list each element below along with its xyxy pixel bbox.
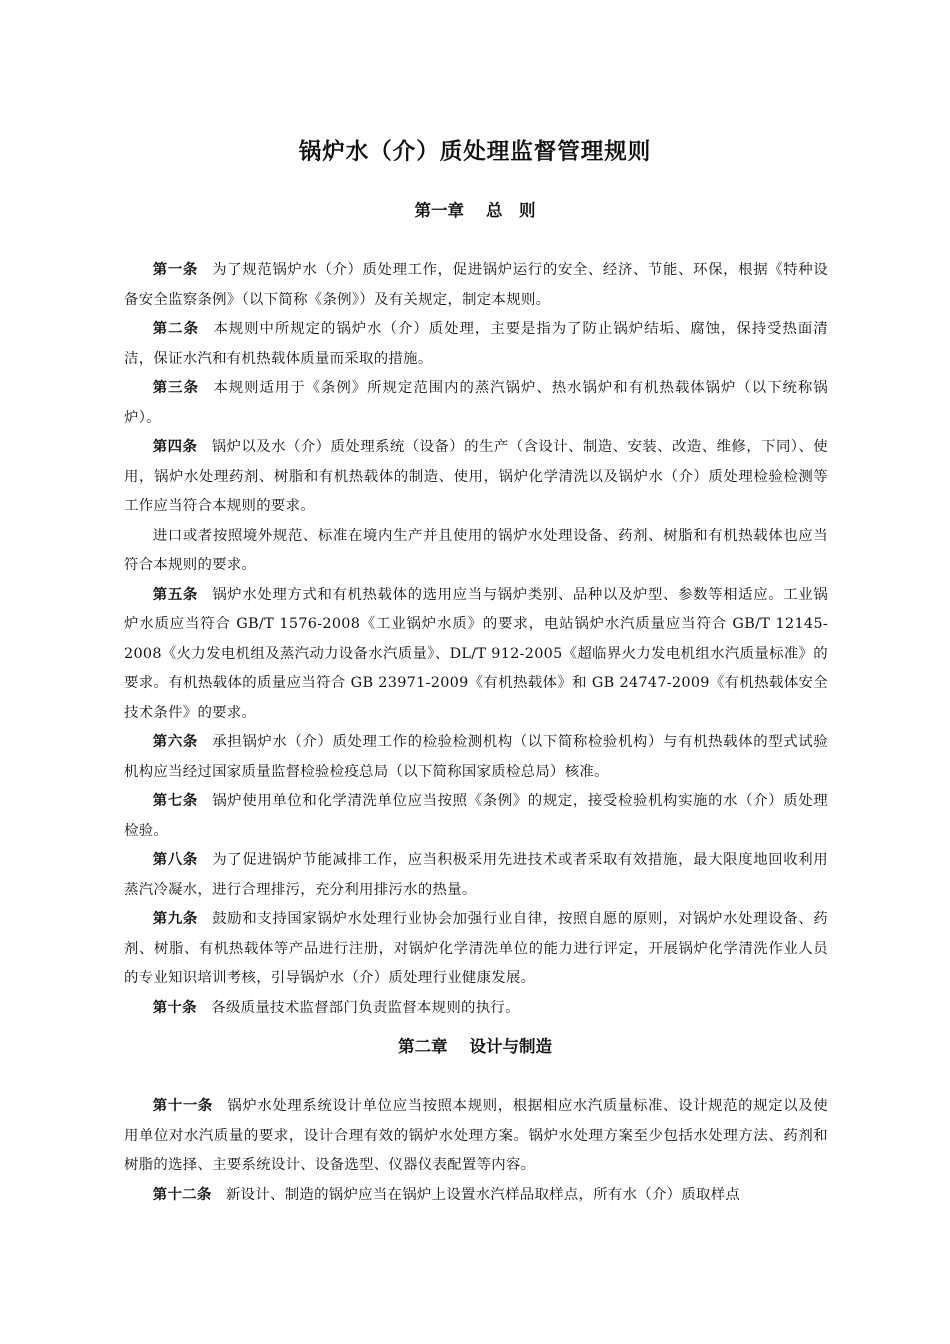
chapter1-body — [124, 256, 828, 1023]
article-number: 第二条 — [152, 321, 199, 337]
article-paragraph — [124, 994, 828, 1024]
article-text: 锅炉水处理方式和有机热载体的选用应当与锅炉类别、品种以及炉型、参数等相适应。工业锅炉水质应当符合 GB/T 1576-2008《工业锅炉水质》的要求，电站锅炉水汽质量应当符合 GB/T 12145-2008《火力发电机组及蒸汽动力设备水汽质量》、DL/T 912-2005《超临界火力发电机组水汽质量标准》的要求。有机热载体的质量应当符合 GB 23971-2009《有机热载体》和 GB 24747-2009《有机热载体安全技术条件》的要求。 — [124, 586, 828, 721]
article-paragraph — [124, 846, 828, 905]
article-text: 承担锅炉水（介）质处理工作的检验检测机构（以下简称检验机构）与有机热载体的型式试验机构应当经过国家质量监督检验检疫总局（以下简称国家质检总局）核准。 — [124, 734, 828, 780]
chapter-number: 第二章 — [398, 1037, 448, 1056]
article-text: 本规则适用于《条例》所规定范围内的蒸汽锅炉、热水锅炉和有机热载体锅炉（以下统称锅炉）。 — [124, 380, 828, 426]
article-number: 第十一条 — [152, 1098, 213, 1114]
article-number: 第十条 — [152, 999, 197, 1016]
article-number: 第四条 — [152, 439, 198, 455]
chapter2-body — [124, 1092, 828, 1210]
article-paragraph — [124, 1092, 828, 1181]
chapter-name: 总 则 — [486, 201, 536, 220]
article-paragraph — [124, 374, 828, 433]
article-text: 为了促进锅炉节能减排工作，应当积极采用先进技术或者采取有效措施，最大限度地回收利用蒸汽冷凝水，进行合理排污，充分利用排污水的热量。 — [124, 852, 828, 898]
chapter-number: 第一章 — [414, 201, 464, 220]
article-number: 第三条 — [152, 380, 199, 396]
chapter-heading — [0, 1032, 950, 1062]
article-paragraph — [124, 315, 828, 374]
article-text: 鼓励和支持国家锅炉水处理行业协会加强行业自律，按照自愿的原则，对锅炉水处理设备、药剂、树脂、有机热载体等产品进行注册，对锅炉化学清洗单位的能力进行评定，开展锅炉化学清洗作业人员的专业知识培训考核，引导锅炉水（介）质处理行业健康发展。 — [124, 911, 828, 986]
article-paragraph — [124, 433, 828, 522]
chapter-heading — [0, 196, 950, 226]
article-number: 第十二条 — [152, 1186, 212, 1203]
article-text: 为了规范锅炉水（介）质处理工作，促进锅炉运行的安全、经济、节能、环保，根据《特种设备安全监察条例》（以下简称《条例》）及有关规定，制定本规则。 — [124, 262, 828, 308]
article-paragraph — [124, 1181, 828, 1211]
article-paragraph — [124, 256, 828, 315]
article-text: 锅炉以及水（介）质处理系统（设备）的生产（含设计、制造、安装、改造、维修，下同）、使用，锅炉水处理药剂、树脂和有机热载体的制造、使用，锅炉化学清洗以及锅炉水（介）质处理检验检测等工作应当符合本规则的要求。 — [124, 439, 828, 514]
article-text: 锅炉使用单位和化学清洗单位应当按照《条例》的规定，接受检验机构实施的水（介）质处理检验。 — [124, 793, 828, 839]
document-title: 锅炉水（介）质处理监督管理规则 — [298, 139, 652, 165]
article-number: 第六条 — [152, 734, 198, 750]
article-text: 各级质量技术监督部门负责监督本规则的执行。 — [211, 999, 520, 1016]
article-number: 第一条 — [152, 262, 198, 278]
chapter-name: 设计与制造 — [469, 1037, 552, 1056]
article-number: 第八条 — [152, 852, 198, 868]
article-text: 进口或者按照境外规范、标准在境内生产并且使用的锅炉水处理设备、药剂、树脂和有机热载体也应当符合本规则的要求。 — [124, 527, 828, 573]
article-paragraph — [124, 728, 828, 787]
continuation-paragraph — [124, 522, 828, 581]
article-text: 锅炉水处理系统设计单位应当按照本规则，根据相应水汽质量标准、设计规范的规定以及使用单位对水汽质量的要求，设计合理有效的锅炉水处理方案。锅炉水处理方案至少包括水处理方法、药剂和树脂的选择、主要系统设计、设备选型、仪器仪表配置等内容。 — [124, 1098, 828, 1173]
article-paragraph — [124, 787, 828, 846]
article-number: 第九条 — [152, 911, 198, 927]
article-number: 第五条 — [152, 586, 198, 603]
article-number: 第七条 — [152, 793, 198, 809]
article-text: 本规则中所规定的锅炉水（介）质处理，主要是指为了防止锅炉结垢、腐蚀，保持受热面清洁，保证水汽和有机热载体质量而采取的措施。 — [124, 321, 828, 367]
article-paragraph — [124, 905, 828, 994]
article-text: 新设计、制造的锅炉应当在锅炉上设置水汽样品取样点，所有水（介）质取样点 — [225, 1186, 741, 1203]
article-paragraph — [124, 581, 828, 729]
